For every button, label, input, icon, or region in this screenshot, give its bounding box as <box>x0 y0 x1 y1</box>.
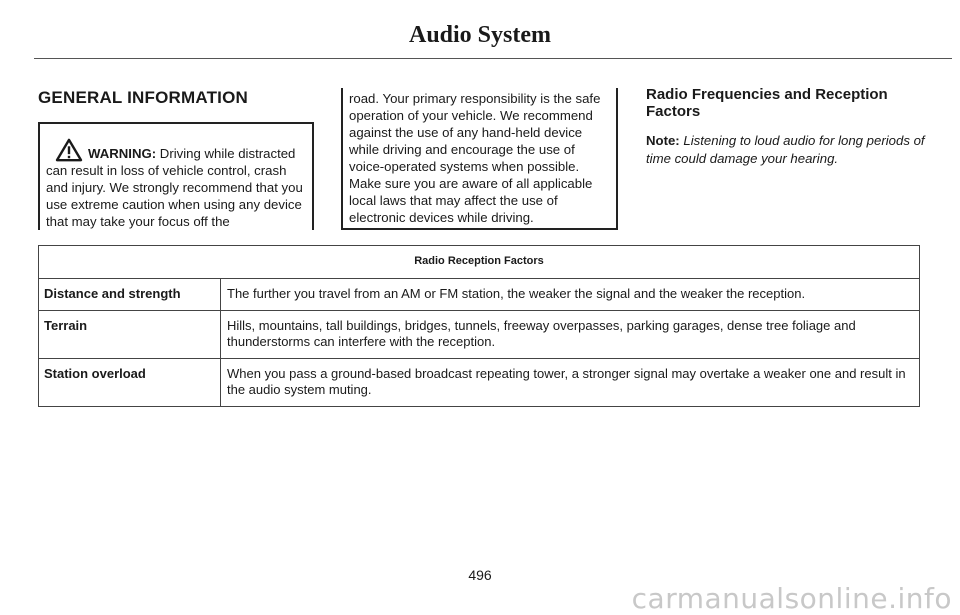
page-header-title: Audio System <box>408 22 552 48</box>
table-caption-row <box>39 246 920 279</box>
table-description: When you pass a ground-based broadcast repeating tower, a stronger signal may overtake a weaker one and result in the audio system muting. <box>221 359 920 407</box>
table-row <box>39 279 920 311</box>
note-paragraph <box>646 132 936 168</box>
warning-text-part1: can result in loss of vehicle control, crash and injury. We strongly recommend that you use extreme caution when using any device that may take your focus off the <box>46 163 303 229</box>
watermark: carmanualsonline.info <box>631 582 952 615</box>
note-text: Listening to loud audio for long periods of time could damage your hearing. <box>646 133 925 166</box>
table-term: Station overload <box>39 359 221 407</box>
warning-box-part2 <box>341 88 618 230</box>
warning-lead-text: Driving while distracted <box>156 146 296 161</box>
table-caption: Radio Reception Factors <box>39 246 920 279</box>
table-description: Hills, mountains, tall buildings, bridges, tunnels, freeway overpasses, parking garages, dense tree foliage and thunderstorms can interfere with the reception. <box>221 311 920 359</box>
table-term: Distance and strength <box>39 279 221 311</box>
subsection-title: Radio Frequencies and Reception Factors <box>646 86 888 120</box>
radio-info-column <box>646 86 936 168</box>
note-label: Note: <box>646 133 680 148</box>
page-number: 496 <box>468 567 492 583</box>
header-divider <box>34 58 952 59</box>
table-description: The further you travel from an AM or FM station, the weaker the signal and the weaker the reception. <box>221 279 920 311</box>
table-term: Terrain <box>39 311 221 359</box>
table-row <box>39 311 920 359</box>
warning-label: WARNING: <box>88 146 157 161</box>
section-title: GENERAL INFORMATION <box>38 88 248 107</box>
table-row <box>39 359 920 407</box>
warning-triangle-icon <box>54 138 84 162</box>
warning-text-part2: road. Your primary responsibility is the safe operation of your vehicle. We recommend against the use of any hand-held device while driving and encourage the use of voice-operated systems when possible. Make sure you are aware of all applicable local laws that may affect the use of electronic devices while driving. <box>349 91 601 225</box>
radio-reception-factors-table <box>38 245 920 407</box>
warning-box-part1 <box>38 122 314 230</box>
